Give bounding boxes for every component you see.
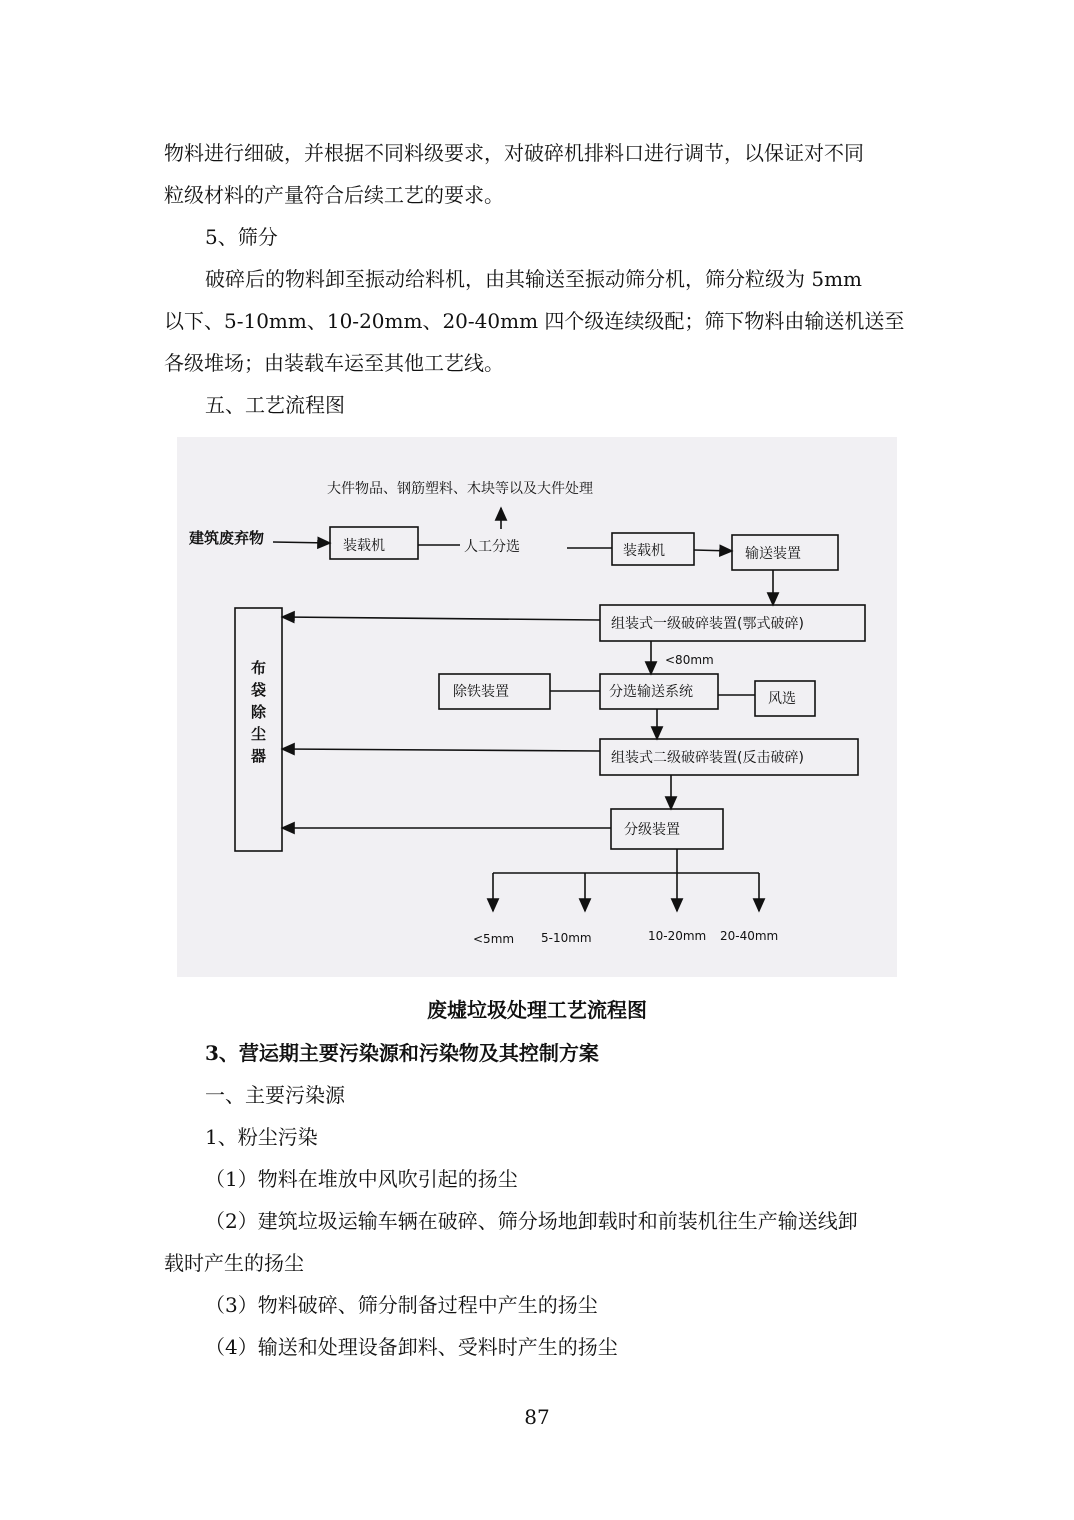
bag-filter-char: 器: [251, 747, 267, 765]
page-number: 87: [524, 1405, 550, 1429]
manual-sort-label: 人工分选: [464, 539, 520, 555]
flowchart-svg: [177, 437, 897, 977]
grading-label: 分级装置: [624, 822, 680, 838]
dust-arrow: [282, 749, 600, 751]
output-label: 20-40mm: [720, 929, 779, 943]
bag-filter-char: 袋: [251, 681, 267, 699]
paragraph-line: 破碎后的物料卸至振动给料机，由其输送至振动筛分机，筛分粒级为 5mm: [205, 267, 863, 291]
dust-arrow: [282, 617, 600, 620]
bag-filter-char: 布: [251, 659, 267, 677]
paragraph-line: 以下、5-10mm、10-20mm、20-40mm 四个级连续级配；筛下物料由输送机送至: [164, 309, 905, 333]
subheading: 5、筛分: [205, 225, 278, 249]
conveyor-label: 输送装置: [745, 546, 801, 562]
bag-filter-char: 除: [251, 703, 267, 721]
wind-label: 风选: [768, 691, 796, 707]
list-item: （2）建筑垃圾运输车辆在破碎、筛分场地卸载时和前装机往生产输送线卸: [205, 1209, 858, 1233]
input-label: 建筑废弃物: [189, 529, 265, 547]
flow-arrow: [694, 550, 732, 551]
output-label: 5-10mm: [541, 931, 592, 945]
figure-caption: 废墟垃圾处理工艺流程图: [427, 998, 647, 1022]
paragraph-line: 物料进行细破，并根据不同料级要求，对破碎机排料口进行调节，以保证对不同: [164, 141, 864, 165]
loader1-label: 装载机: [343, 538, 385, 554]
section-title: 3、营运期主要污染源和污染物及其控制方案: [205, 1041, 599, 1065]
output-label: 10-20mm: [648, 929, 707, 943]
bag-filter-char: 尘: [251, 725, 267, 743]
paragraph-line: 各级堆场；由装载车运至其他工艺线。: [164, 351, 504, 375]
list-item: （1）物料在堆放中风吹引起的扬尘: [205, 1167, 518, 1191]
crusher2-label: 组装式二级破碎装置(反击破碎): [611, 750, 804, 766]
input-arrow: [273, 542, 330, 543]
size-label: <80mm: [665, 653, 714, 667]
sorting-label: 分选输送系统: [609, 684, 693, 700]
loader2-label: 装载机: [623, 543, 665, 559]
output-label: <5mm: [473, 932, 515, 946]
paragraph-line: 粒级材料的产量符合后续工艺的要求。: [164, 183, 504, 207]
iron-removal-label: 除铁装置: [453, 684, 509, 700]
list-item: （3）物料破碎、筛分制备过程中产生的扬尘: [205, 1293, 598, 1317]
subheading: 1、粉尘污染: [205, 1125, 318, 1149]
list-item: （4）输送和处理设备卸料、受料时产生的扬尘: [205, 1335, 618, 1359]
flowchart-figure: [177, 437, 897, 977]
subheading: 一、主要污染源: [205, 1083, 345, 1107]
subheading: 五、工艺流程图: [205, 393, 345, 417]
crusher1-label: 组装式一级破碎装置(鄂式破碎): [611, 616, 804, 632]
top-note-label: 大件物品、钢筋塑料、木块等以及大件处理: [327, 481, 593, 497]
list-item-continued: 载时产生的扬尘: [164, 1251, 304, 1275]
